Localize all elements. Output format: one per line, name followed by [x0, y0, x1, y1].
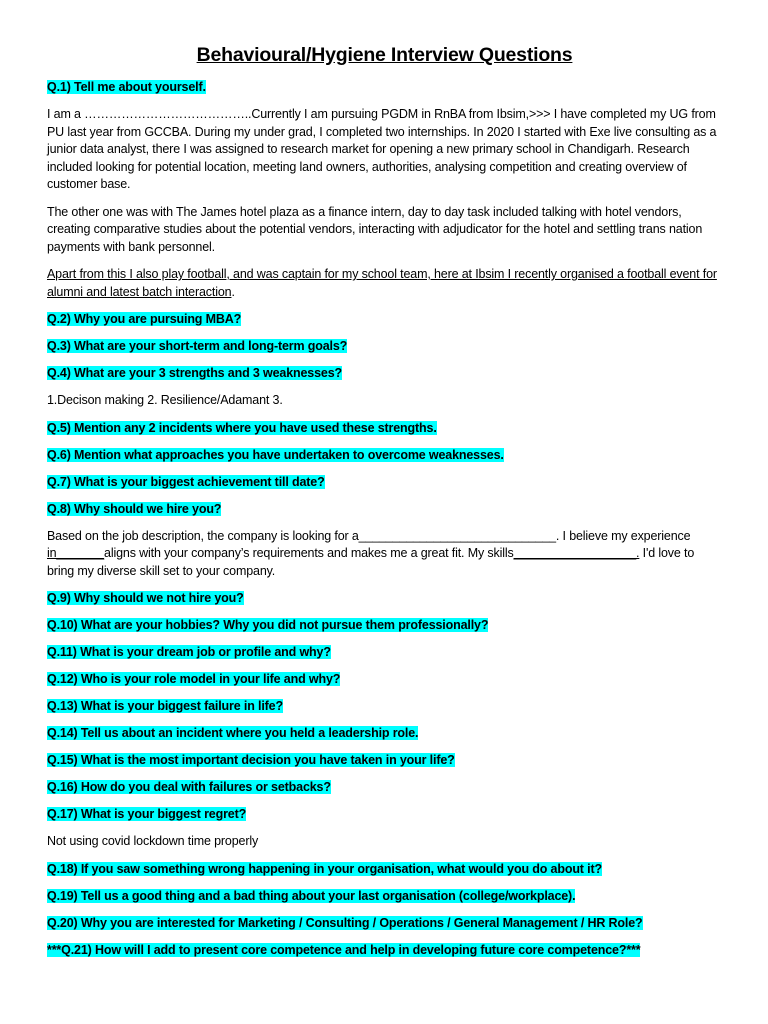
question-20	[47, 915, 722, 932]
question-11	[47, 644, 722, 661]
question-12	[47, 671, 722, 688]
answer-4: 1.Decison making 2. Resilience/Adamant 3.	[47, 393, 283, 407]
answer-8	[47, 528, 722, 581]
question-6	[47, 447, 722, 464]
question-7	[47, 474, 722, 491]
answer-8-blank-2: __________________.	[513, 546, 640, 560]
question-13	[47, 698, 722, 715]
answer-1-paragraph-2: The other one was with The James hotel plaza as a finance intern, day to day task included talking with hotel vendors, creating comparative studies about the potential vendors, interacting with adjudicator for the hotel and settling trans nation payments with bank personnel.	[47, 204, 703, 254]
question-9-text: Q.9) Why should we not hire you?	[47, 591, 244, 605]
answer-1-paragraph-3	[47, 266, 722, 301]
answer-8-part-4: I'd love to bring my diverse skill set to your company.	[47, 546, 695, 578]
question-9	[47, 590, 722, 607]
answer-1-underlined-text: Apart from this I also play football, and was captain for my school team, here at Ibsim I recently organised a football event for alumni and latest batch interaction	[47, 267, 717, 299]
question-5-text: Q.5) Mention any 2 incidents where you have used these strengths.	[47, 420, 437, 435]
question-19	[47, 888, 722, 905]
question-16-text: Q.16) How do you deal with failures or setbacks?	[47, 780, 331, 794]
question-5	[47, 420, 722, 437]
question-2	[47, 311, 722, 328]
question-17-text: Q.17) What is your biggest regret?	[47, 807, 247, 821]
question-3	[47, 338, 722, 355]
page-title: Behavioural/Hygiene Interview Questions	[196, 44, 573, 66]
question-21-text: ***Q.21) How will I add to present core competence and help in developing future core competence?***	[47, 942, 641, 957]
answer-1-period: .	[231, 284, 235, 299]
question-14	[47, 725, 722, 742]
question-15	[47, 752, 722, 769]
question-7-text: Q.7) What is your biggest achievement till date?	[47, 474, 325, 489]
question-4	[47, 365, 722, 382]
answer-8-part-1: Based on the job description, the company is looking for a	[47, 528, 359, 543]
question-11-text: Q.11) What is your dream job or profile and why?	[47, 645, 331, 659]
question-1	[47, 79, 722, 96]
question-18	[47, 861, 722, 878]
question-1-text: Q.1) Tell me about yourself.	[47, 80, 206, 94]
question-19-text: Q.19) Tell us a good thing and a bad thing about your last organisation (college/workplace).	[47, 888, 576, 903]
question-16	[47, 779, 722, 796]
question-10	[47, 617, 722, 634]
answer-8-blank-1: _____________________________	[358, 528, 556, 543]
question-15-text: Q.15) What is the most important decision you have taken in your life?	[47, 753, 455, 767]
question-14-text: Q.14) Tell us about an incident where you held a leadership role.	[47, 726, 419, 740]
question-8-text: Q.8) Why should we hire you?	[47, 501, 222, 516]
question-20-text: Q.20) Why you are interested for Marketing / Consulting / Operations / General Management / HR Role?	[47, 915, 643, 930]
answer-8-part-3: aligns with your company’s requirements and makes me a great fit. My skills	[104, 546, 514, 560]
answer-1-paragraph-1: I am a …………………………………..Currently I am pursuing PGDM in RnBA from Ibsim,>>> I have completed my UG from PU last year from GCCBA. During my under grad, I completed two internships. In 2020 I started with Exe live consulting as a junior data analyst, there I was assigned to research market for opening a new primary school in Chandigarh. Research included looking for potential location, meeting land owners, authorities, analysing competition and creating overview of customer base.	[47, 107, 717, 191]
question-10-text: Q.10) What are your hobbies? Why you did not pursue them professionally?	[47, 618, 489, 632]
answer-8-part-2: . I believe my experience	[555, 528, 691, 543]
question-12-text: Q.12) Who is your role model in your life and why?	[47, 672, 341, 686]
question-3-text: Q.3) What are your short-term and long-term goals?	[47, 339, 348, 353]
question-6-text: Q.6) Mention what approaches you have undertaken to overcome weaknesses.	[47, 447, 504, 462]
answer-17: Not using covid lockdown time properly	[47, 834, 259, 848]
answer-8-in-blank: in_______	[47, 546, 105, 560]
question-8	[47, 501, 722, 518]
question-21	[47, 942, 722, 959]
question-2-text: Q.2) Why you are pursuing MBA?	[47, 312, 242, 326]
question-4-text: Q.4) What are your 3 strengths and 3 weaknesses?	[47, 366, 342, 380]
question-18-text: Q.18) If you saw something wrong happening in your organisation, what would you do about it?	[47, 861, 602, 876]
question-17	[47, 806, 722, 823]
question-13-text: Q.13) What is your biggest failure in life?	[47, 699, 283, 713]
